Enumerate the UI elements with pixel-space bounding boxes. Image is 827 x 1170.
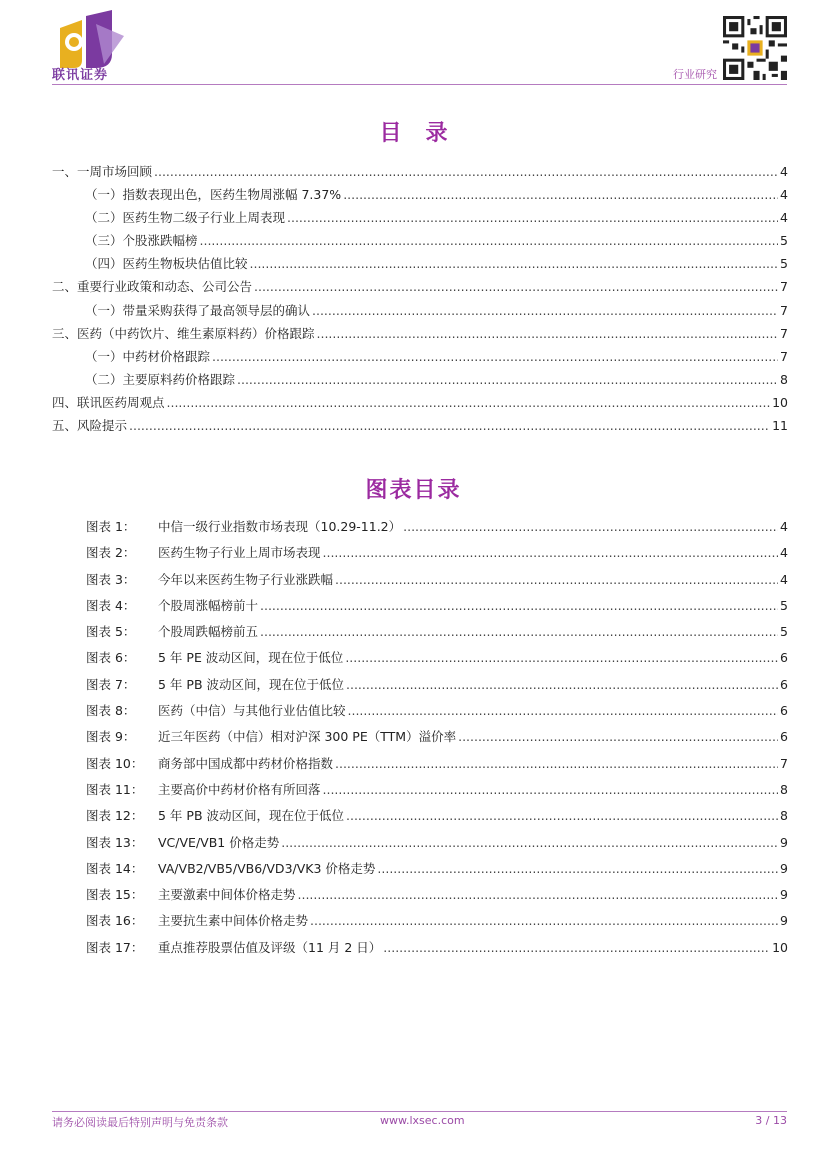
figure-entry[interactable] (86, 570, 788, 596)
dot-leader (281, 835, 778, 850)
toc-entry-text: 五、风险提示 (52, 418, 128, 434)
dot-leader (383, 940, 770, 955)
toc-entry-text: 二、重要行业政策和动态、公司公告 (52, 279, 253, 295)
toc-entry-page: 7 (780, 348, 788, 364)
figure-entry[interactable] (86, 543, 788, 569)
dot-leader (335, 756, 778, 771)
toc-entry[interactable] (52, 301, 788, 324)
figure-entry-text: 商务部中国成都中药材价格指数 (158, 755, 334, 771)
dot-leader (346, 677, 778, 692)
figure-entry-text: 今年以来医药生物子行业涨跌幅 (158, 571, 334, 587)
dot-leader (323, 545, 779, 560)
figure-entry-label: 图表 4： (86, 597, 136, 613)
figure-entry-text: 主要激素中间体价格走势 (158, 887, 296, 903)
figure-entry-page: 4 (780, 545, 788, 561)
figure-entry-page: 7 (780, 755, 788, 771)
dot-leader (200, 233, 779, 248)
figure-entry-text: 医药（中信）与其他行业估值比较 (158, 703, 346, 719)
figure-entry-text: 主要高价中药材价格有所回落 (158, 781, 321, 797)
figure-entry-page: 4 (780, 519, 788, 534)
dot-leader (237, 372, 778, 387)
dot-leader (348, 703, 779, 718)
dot-leader (335, 572, 778, 587)
dot-leader (260, 624, 778, 639)
dot-leader (250, 256, 779, 271)
figure-entry-text: 5 年 PB 波动区间，现在位于低位 (158, 808, 344, 824)
dot-leader (346, 808, 778, 823)
toc-entry-page: 4 (780, 164, 788, 179)
figure-entry-page: 6 (780, 729, 788, 745)
figure-entry-label: 图表 14： (86, 860, 144, 876)
figure-entry-label: 图表 17： (86, 939, 144, 955)
toc-entry-page: 5 (780, 233, 788, 249)
figure-entry[interactable] (86, 938, 788, 964)
figure-entry-page: 6 (780, 676, 788, 692)
website-link[interactable]: www.lxsec.com (380, 1114, 465, 1127)
toc-entry-page: 7 (780, 302, 788, 318)
figure-entry-text: VA/VB2/VB5/VB6/VD3/VK3 价格走势 (158, 860, 376, 876)
toc-entry[interactable] (52, 162, 788, 185)
figure-entry-page: 6 (780, 703, 788, 719)
figure-entry-label: 图表 15： (86, 887, 144, 903)
logo-text: 联讯证券 (52, 68, 109, 83)
figure-entry[interactable] (86, 596, 788, 622)
toc-entry-text: （一）指数表现出色，医药生物周涨幅 7.37% (85, 187, 342, 203)
figure-entry-label: 图表 8： (86, 703, 136, 719)
toc-entry[interactable] (52, 416, 788, 439)
toc-entry[interactable] (52, 393, 788, 416)
dot-leader (287, 210, 778, 225)
figure-entry[interactable] (86, 701, 788, 727)
figure-entry-text: 个股周跌幅榜前五 (158, 624, 259, 640)
figure-entry[interactable] (86, 675, 788, 701)
dot-leader (317, 326, 779, 341)
dot-leader (345, 650, 778, 665)
toc-entry-page: 7 (780, 325, 788, 341)
toc-entry[interactable] (52, 370, 788, 393)
figure-entry[interactable] (86, 859, 788, 885)
toc-entry[interactable] (52, 254, 788, 277)
figure-entry-page: 5 (780, 597, 788, 613)
figure-entry-label: 图表 2： (86, 545, 136, 561)
dot-leader (129, 418, 770, 433)
dot-leader (343, 187, 778, 202)
figure-entry-text: VC/VE/VB1 价格走势 (158, 834, 280, 850)
figure-entry-page: 8 (780, 808, 788, 824)
toc-entry-text: （三）个股涨跌幅榜 (85, 233, 198, 249)
dot-leader (254, 279, 778, 294)
figure-entry-page: 5 (780, 624, 788, 640)
dot-leader (212, 349, 778, 364)
toc-entry-text: （一）中药材价格跟踪 (85, 348, 211, 364)
dot-leader (298, 887, 779, 902)
figure-entry[interactable] (86, 727, 788, 753)
figure-entry-page: 4 (780, 571, 788, 587)
page-indicator: 3 / 13 (755, 1114, 787, 1127)
dot-leader (403, 519, 778, 534)
toc-entry[interactable] (52, 208, 788, 231)
figure-entry-page: 9 (780, 913, 788, 929)
toc-entry-page: 8 (780, 371, 788, 387)
dot-leader (260, 598, 778, 613)
toc-entry-text: 一、一周市场回顾 (52, 164, 153, 179)
figure-entry[interactable] (86, 806, 788, 832)
toc-entry[interactable] (52, 324, 788, 347)
dot-leader (312, 303, 778, 318)
toc-entry-page: 5 (780, 256, 788, 272)
figure-entry[interactable] (86, 885, 788, 911)
toc-entry-text: （二）主要原料药价格跟踪 (85, 371, 236, 387)
figure-entry-text: 个股周涨幅榜前十 (158, 597, 259, 613)
header-divider (52, 84, 787, 85)
figure-entry-text: 重点推荐股票估值及评级（11 月 2 日） (158, 939, 382, 955)
figure-entry-page: 9 (780, 860, 788, 876)
figure-entry[interactable] (86, 780, 788, 806)
toc-entry-page: 4 (780, 187, 788, 203)
figure-entry-label: 图表 1： (86, 519, 136, 534)
figure-entry[interactable] (86, 754, 788, 780)
toc-entry[interactable] (52, 185, 788, 208)
page-header (0, 0, 827, 100)
report-type-label: 行业研究 (673, 68, 717, 81)
dot-leader (310, 913, 778, 928)
toc-entry-page: 11 (772, 418, 788, 434)
qr-code-icon (723, 16, 787, 80)
figure-entry-label: 图表 3： (86, 571, 136, 587)
figure-entry[interactable] (86, 911, 788, 937)
toc-entry-text: （一）带量采购获得了最高领导层的确认 (85, 302, 311, 318)
dot-leader (154, 164, 778, 179)
dot-leader (458, 729, 778, 744)
toc-entry[interactable] (52, 231, 788, 254)
figure-entry-label: 图表 16： (86, 913, 144, 929)
toc-entry-page: 7 (780, 279, 788, 295)
disclaimer-link[interactable]: 请务必阅读最后特别声明与免责条款 (52, 1116, 228, 1129)
figure-entry-page: 9 (780, 887, 788, 903)
dot-leader (167, 395, 771, 410)
dot-leader (323, 782, 779, 797)
figure-entry-text: 5 年 PE 波动区间，现在位于低位 (158, 650, 344, 666)
dot-leader (377, 861, 778, 876)
figure-entry-label: 图表 13： (86, 834, 144, 850)
figure-entry-label: 图表 10： (86, 755, 144, 771)
figure-entry-page: 6 (780, 650, 788, 666)
figure-entry[interactable] (86, 648, 788, 674)
toc-entry[interactable] (52, 277, 788, 300)
figure-entry-page: 8 (780, 781, 788, 797)
figure-entry-page: 10 (772, 939, 788, 955)
figure-entry-text: 主要抗生素中间体价格走势 (158, 913, 309, 929)
toc-entry-text: 三、医药（中药饮片、维生素原料药）价格跟踪 (52, 325, 315, 341)
figure-entry[interactable] (86, 833, 788, 859)
figure-entry[interactable] (86, 622, 788, 648)
figure-entry-text: 中信一级行业指数市场表现（10.29-11.2） (158, 519, 402, 534)
table-of-contents (52, 162, 788, 439)
toc-title: 目录 (379, 121, 472, 146)
figure-entry-text: 5 年 PB 波动区间，现在位于低位 (158, 676, 344, 692)
figure-entry-page: 9 (780, 834, 788, 850)
toc-entry-text: 四、联讯医药周观点 (52, 394, 165, 410)
toc-entry-text: （二）医药生物二级子行业上周表现 (85, 210, 286, 226)
toc-entry-page: 10 (772, 394, 788, 410)
figure-entry-label: 图表 6： (86, 650, 136, 666)
toc-entry-text: （四）医药生物板块估值比较 (85, 256, 248, 272)
figure-entry[interactable] (86, 517, 788, 543)
figure-entry-label: 图表 11： (86, 781, 144, 797)
figure-entry-label: 图表 12： (86, 808, 144, 824)
figure-entry-label: 图表 9： (86, 729, 136, 745)
figure-entry-label: 图表 7： (86, 676, 136, 692)
figure-entry-label: 图表 5： (86, 624, 136, 640)
toc-entry-page: 4 (780, 210, 788, 226)
figure-entry-text: 医药生物子行业上周市场表现 (158, 545, 321, 561)
toc-entry[interactable] (52, 347, 788, 370)
figure-entry-text: 近三年医药（中信）相对沪深 300 PE（TTM）溢价率 (158, 729, 457, 745)
footer-divider (52, 1111, 787, 1112)
figure-list (86, 517, 788, 964)
figure-list-title: 图表目录 (365, 478, 462, 503)
